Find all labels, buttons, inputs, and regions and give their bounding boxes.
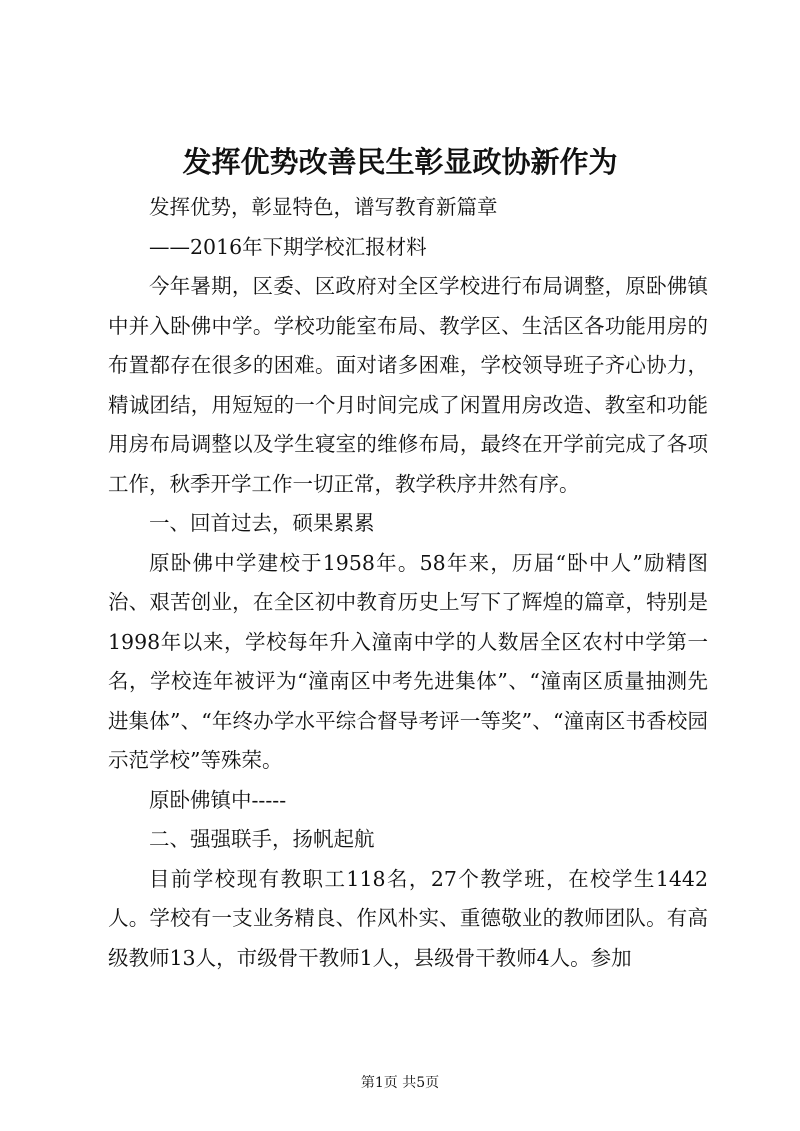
paragraph-intro: 今年暑期，区委、区政府对全区学校进行布局调整，原卧佛镇中并入卧佛中学。学校功能室布局、教学区、生活区各功能用房的布置都存在很多的困难。面对诸多困难，学校领导班子齐心协力，精诚团结，用短短的一个月时间完成了闲置用房改造、教室和功能用房布局调整以及学生寝室的维修布局，最终在开学前完成了各项工作，秋季开学工作一切正常，教学秩序井然有序。 bbox=[108, 274, 708, 496]
page-footer: 第1页 共5页 bbox=[360, 1075, 440, 1091]
paragraph-note: 原卧佛镇中----- bbox=[149, 787, 287, 812]
section-heading-1: 一、回首过去，硕果累累 bbox=[149, 511, 375, 535]
document-title: 发挥优势改善民生彰显政协新作为 bbox=[182, 145, 618, 179]
subtitle-note: ——2016年下期学校汇报材料 bbox=[149, 234, 427, 259]
subtitle: 发挥优势，彰显特色，谱写教育新篇章 bbox=[149, 195, 498, 219]
section-heading-2: 二、强强联手，扬帆起航 bbox=[149, 827, 375, 851]
paragraph-current: 目前学校现有教职工118名，27个教学班，在校学生1442人。学校有一支业务精良、作风朴实、重德敬业的教师团队。有高级教师13人，市级骨干教师1人，县级骨干教师4人。参加 bbox=[108, 866, 708, 970]
paragraph-history: 原卧佛中学建校于1958年。58年来，历届“卧中人”励精图治、艰苦创业，在全区初中教育历史上写下了辉煌的篇章，特别是1998年以来，学校每年升入潼南中学的人数居全区农村中学第一名，学校连年被评为“潼南区中考先进集体”、“潼南区质量抽测先进集体”、“年终办学水平综合督导考评一等奖”、“潼南区书香校园示范学校”等殊荣。 bbox=[108, 550, 708, 772]
document-body bbox=[108, 188, 708, 978]
